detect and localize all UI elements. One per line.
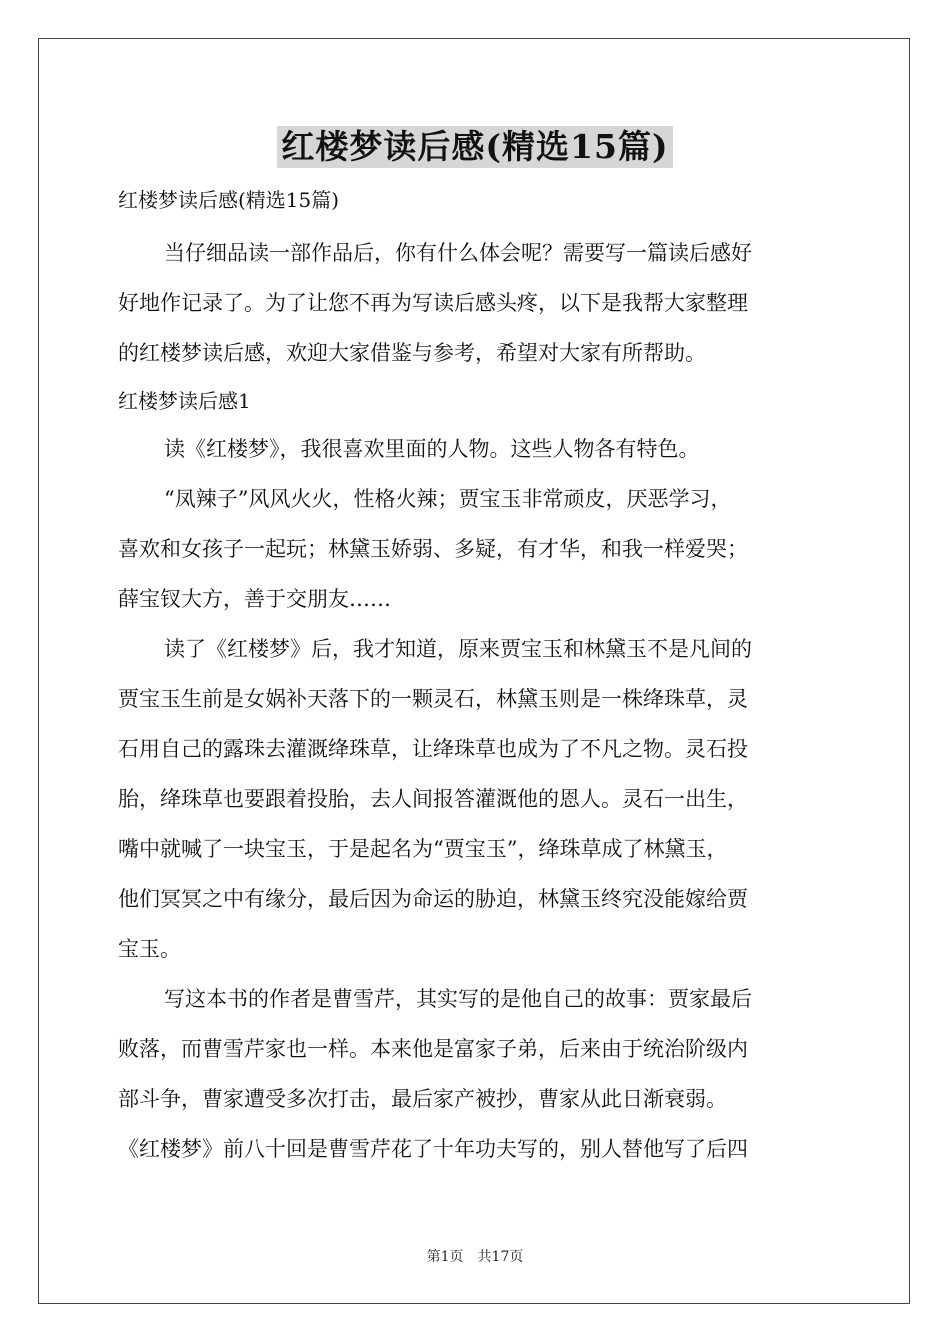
- paragraph-line: 胎，绛珠草也要跟着投胎，去人间报答灌溉他的恩人。灵石一出生，: [118, 787, 748, 811]
- paragraph-line: 贾宝玉生前是女娲补天落下的一颗灵石，林黛玉则是一株绛珠草，灵: [118, 687, 748, 711]
- document-body: [118, 180, 834, 1174]
- paragraph-line: 读《红楼梦》，我很喜欢里面的人物。这些人物各有特色。: [164, 437, 700, 461]
- paragraph-line: 败落，而曹雪芹家也一样。本来他是富家子弟，后来由于统治阶级内: [118, 1037, 748, 1061]
- paragraph-line: 部斗争，曹家遭受多次打击，最后家产被抄，曹家从此日渐衰弱。: [118, 1087, 727, 1111]
- intro-line: 的红楼梦读后感，欢迎大家借鉴与参考，希望对大家有所帮助。: [118, 341, 706, 365]
- intro-line: 好地作记录了。为了让您不再为写读后感头疼，以下是我帮大家整理: [118, 291, 748, 315]
- document-title: 红楼梦读后感(精选15篇): [277, 126, 672, 168]
- section-heading: 红楼梦读后感1: [118, 389, 251, 413]
- subtitle: 红楼梦读后感(精选15篇): [118, 188, 340, 212]
- paragraph-line: 嘴中就喊了一块宝玉，于是起名为“贾宝玉”，绛珠草成了林黛玉，: [118, 837, 728, 861]
- page-footer: 第1页 共17页: [426, 1249, 524, 1265]
- title-block: [0, 126, 950, 168]
- paragraph-line: “凤辣子”风风火火，性格火辣；贾宝玉非常顽皮，厌恶学习，: [164, 487, 732, 511]
- paragraph-line: 写这本书的作者是曹雪芹，其实写的是他自己的故事：贾家最后: [164, 987, 752, 1011]
- paragraph-line: 他们冥冥之中有缘分，最后因为命运的胁迫，林黛玉终究没能嫁给贾: [118, 887, 748, 911]
- paragraph-line: 石用自己的露珠去灌溉绛珠草，让绛珠草也成为了不凡之物。灵石投: [118, 737, 748, 761]
- paragraph-line: 宝玉。: [118, 937, 181, 961]
- intro-line: 当仔细品读一部作品后，你有什么体会呢？需要写一篇读后感好: [164, 241, 752, 265]
- paragraph-line: 《红楼梦》前八十回是曹雪芹花了十年功夫写的，别人替他写了后四: [118, 1137, 748, 1161]
- paragraph-line: 喜欢和女孩子一起玩；林黛玉娇弱、多疑，有才华，和我一样爱哭；: [118, 537, 748, 561]
- paragraph-line: 读了《红楼梦》后，我才知道，原来贾宝玉和林黛玉不是凡间的: [164, 637, 752, 661]
- paragraph-line: 薛宝钗大方，善于交朋友……: [118, 587, 391, 611]
